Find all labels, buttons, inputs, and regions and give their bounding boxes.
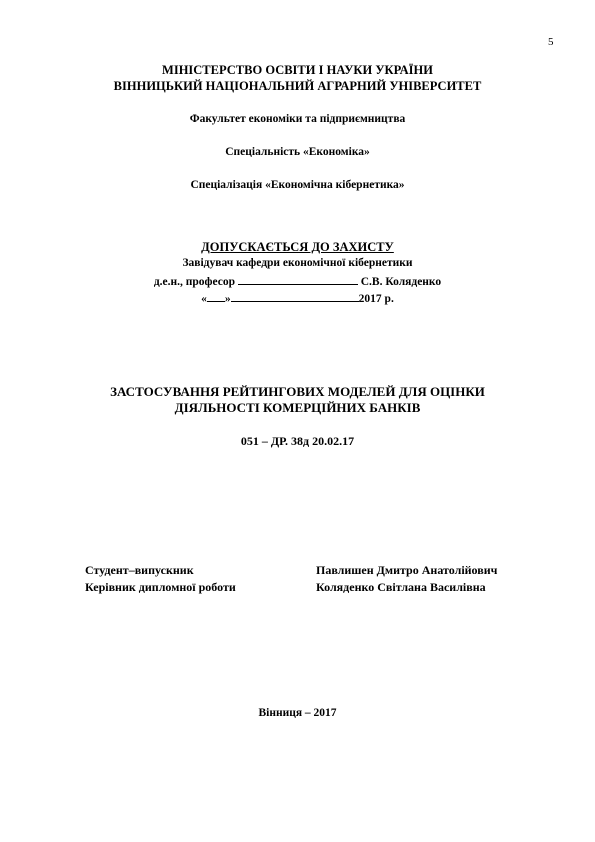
date-open-quote: «	[201, 293, 207, 305]
student-name: Павлишен Дмитро Анатолійович	[316, 563, 498, 577]
approval-date-line	[0, 290, 595, 305]
approval-signature-line	[0, 273, 595, 288]
day-blank	[207, 290, 225, 302]
specialty-line: Спеціальність «Економіка»	[225, 146, 370, 158]
student-role: Студент–випускник	[85, 563, 194, 577]
page-number: 5	[548, 36, 554, 48]
specialization-line: Спеціалізація «Економічна кібернетика»	[190, 179, 405, 191]
date-close-quote: »	[224, 293, 231, 305]
city-year: Вінниця – 2017	[258, 707, 337, 719]
approval-head-position: Завідувач кафедри економічної кібернетики	[182, 257, 413, 269]
approval-degree: д.е.н., професор	[153, 276, 235, 288]
supervisor-name: Коляденко Світлана Василівна	[316, 580, 486, 594]
faculty-line: Факультет економіки та підприємництва	[189, 113, 406, 125]
thesis-title-line2: ДІЯЛЬНОСТІ КОМЕРЦІЙНИХ БАНКІВ	[174, 400, 421, 415]
thesis-code: 051 – ДР. 38д 20.02.17	[240, 434, 355, 448]
supervisor-role: Керівник дипломної роботи	[85, 580, 236, 594]
thesis-title-line1: ЗАСТОСУВАННЯ РЕЙТИНГОВИХ МОДЕЛЕЙ ДЛЯ ОЦІНКИ	[110, 384, 485, 399]
approval-head-name: С.В. Коляденко	[360, 276, 442, 288]
approval-year: 2017 р.	[358, 293, 394, 305]
month-blank	[231, 290, 359, 302]
university-heading: ВІННИЦЬКИЙ НАЦІОНАЛЬНИЙ АГРАРНИЙ УНІВЕРСИТЕТ	[113, 79, 482, 93]
approval-title: ДОПУСКАЄТЬСЯ ДО ЗАХИСТУ	[201, 240, 394, 254]
signature-blank	[238, 273, 358, 285]
ministry-heading: МІНІСТЕРСТВО ОСВІТИ І НАУКИ УКРАЇНИ	[162, 63, 433, 77]
